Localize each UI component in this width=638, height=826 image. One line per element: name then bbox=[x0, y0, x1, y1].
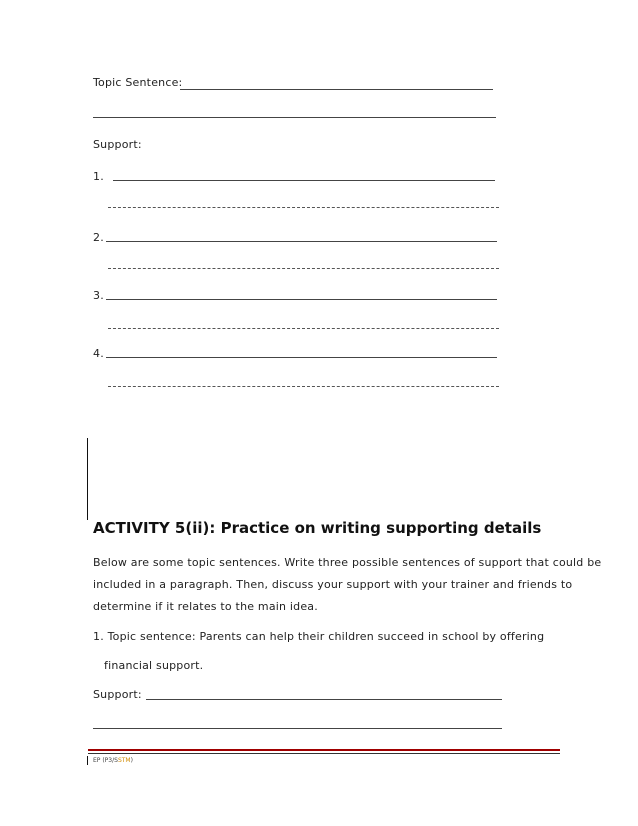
topic-sentence-label: Topic Sentence: bbox=[93, 76, 183, 89]
support-item-blank[interactable] bbox=[106, 241, 497, 242]
instructions-line: determine if it relates to the main idea. bbox=[93, 600, 318, 613]
support-item-blank[interactable] bbox=[106, 357, 497, 358]
instructions-line: Below are some topic sentences. Write three possible sentences of support that could be bbox=[93, 556, 602, 569]
margin-bar bbox=[87, 438, 88, 520]
support-item-blank-2[interactable] bbox=[108, 386, 499, 387]
support-item-blank-2[interactable] bbox=[108, 268, 499, 269]
support-item-number: 2. bbox=[93, 231, 104, 244]
support-item-blank[interactable] bbox=[106, 299, 497, 300]
topic-sentence-blank-2[interactable] bbox=[93, 117, 496, 118]
footer-text bbox=[93, 757, 133, 764]
activity-title: ACTIVITY 5(ii): Practice on writing supporting details bbox=[93, 519, 542, 537]
footer-accent: STM bbox=[117, 757, 131, 764]
support-item-blank-2[interactable] bbox=[108, 207, 499, 208]
support-item-number: 3. bbox=[93, 289, 104, 302]
footer-bar bbox=[87, 756, 88, 765]
support-item-number: 1. bbox=[93, 170, 104, 183]
footer-rule-red bbox=[88, 749, 560, 751]
footer-prefix: EP (P3/S bbox=[93, 757, 118, 764]
prompt-line: 1. Topic sentence: Parents can help their children succeed in school by offering bbox=[93, 630, 545, 643]
instructions-line: included in a paragraph. Then, discuss your support with your trainer and friends to bbox=[93, 578, 573, 591]
topic-sentence-blank[interactable] bbox=[180, 89, 493, 90]
footer-suffix: ) bbox=[130, 757, 133, 764]
footer-rule-dark bbox=[88, 753, 560, 754]
prompt-line-2: financial support. bbox=[104, 659, 204, 672]
activity-support-blank[interactable] bbox=[146, 699, 502, 700]
activity-support-blank-2[interactable] bbox=[93, 728, 502, 729]
activity-support-label: Support: bbox=[93, 688, 142, 701]
support-label: Support: bbox=[93, 138, 142, 151]
support-item-number: 4. bbox=[93, 347, 104, 360]
support-item-blank-2[interactable] bbox=[108, 328, 499, 329]
support-item-blank[interactable] bbox=[113, 180, 495, 181]
